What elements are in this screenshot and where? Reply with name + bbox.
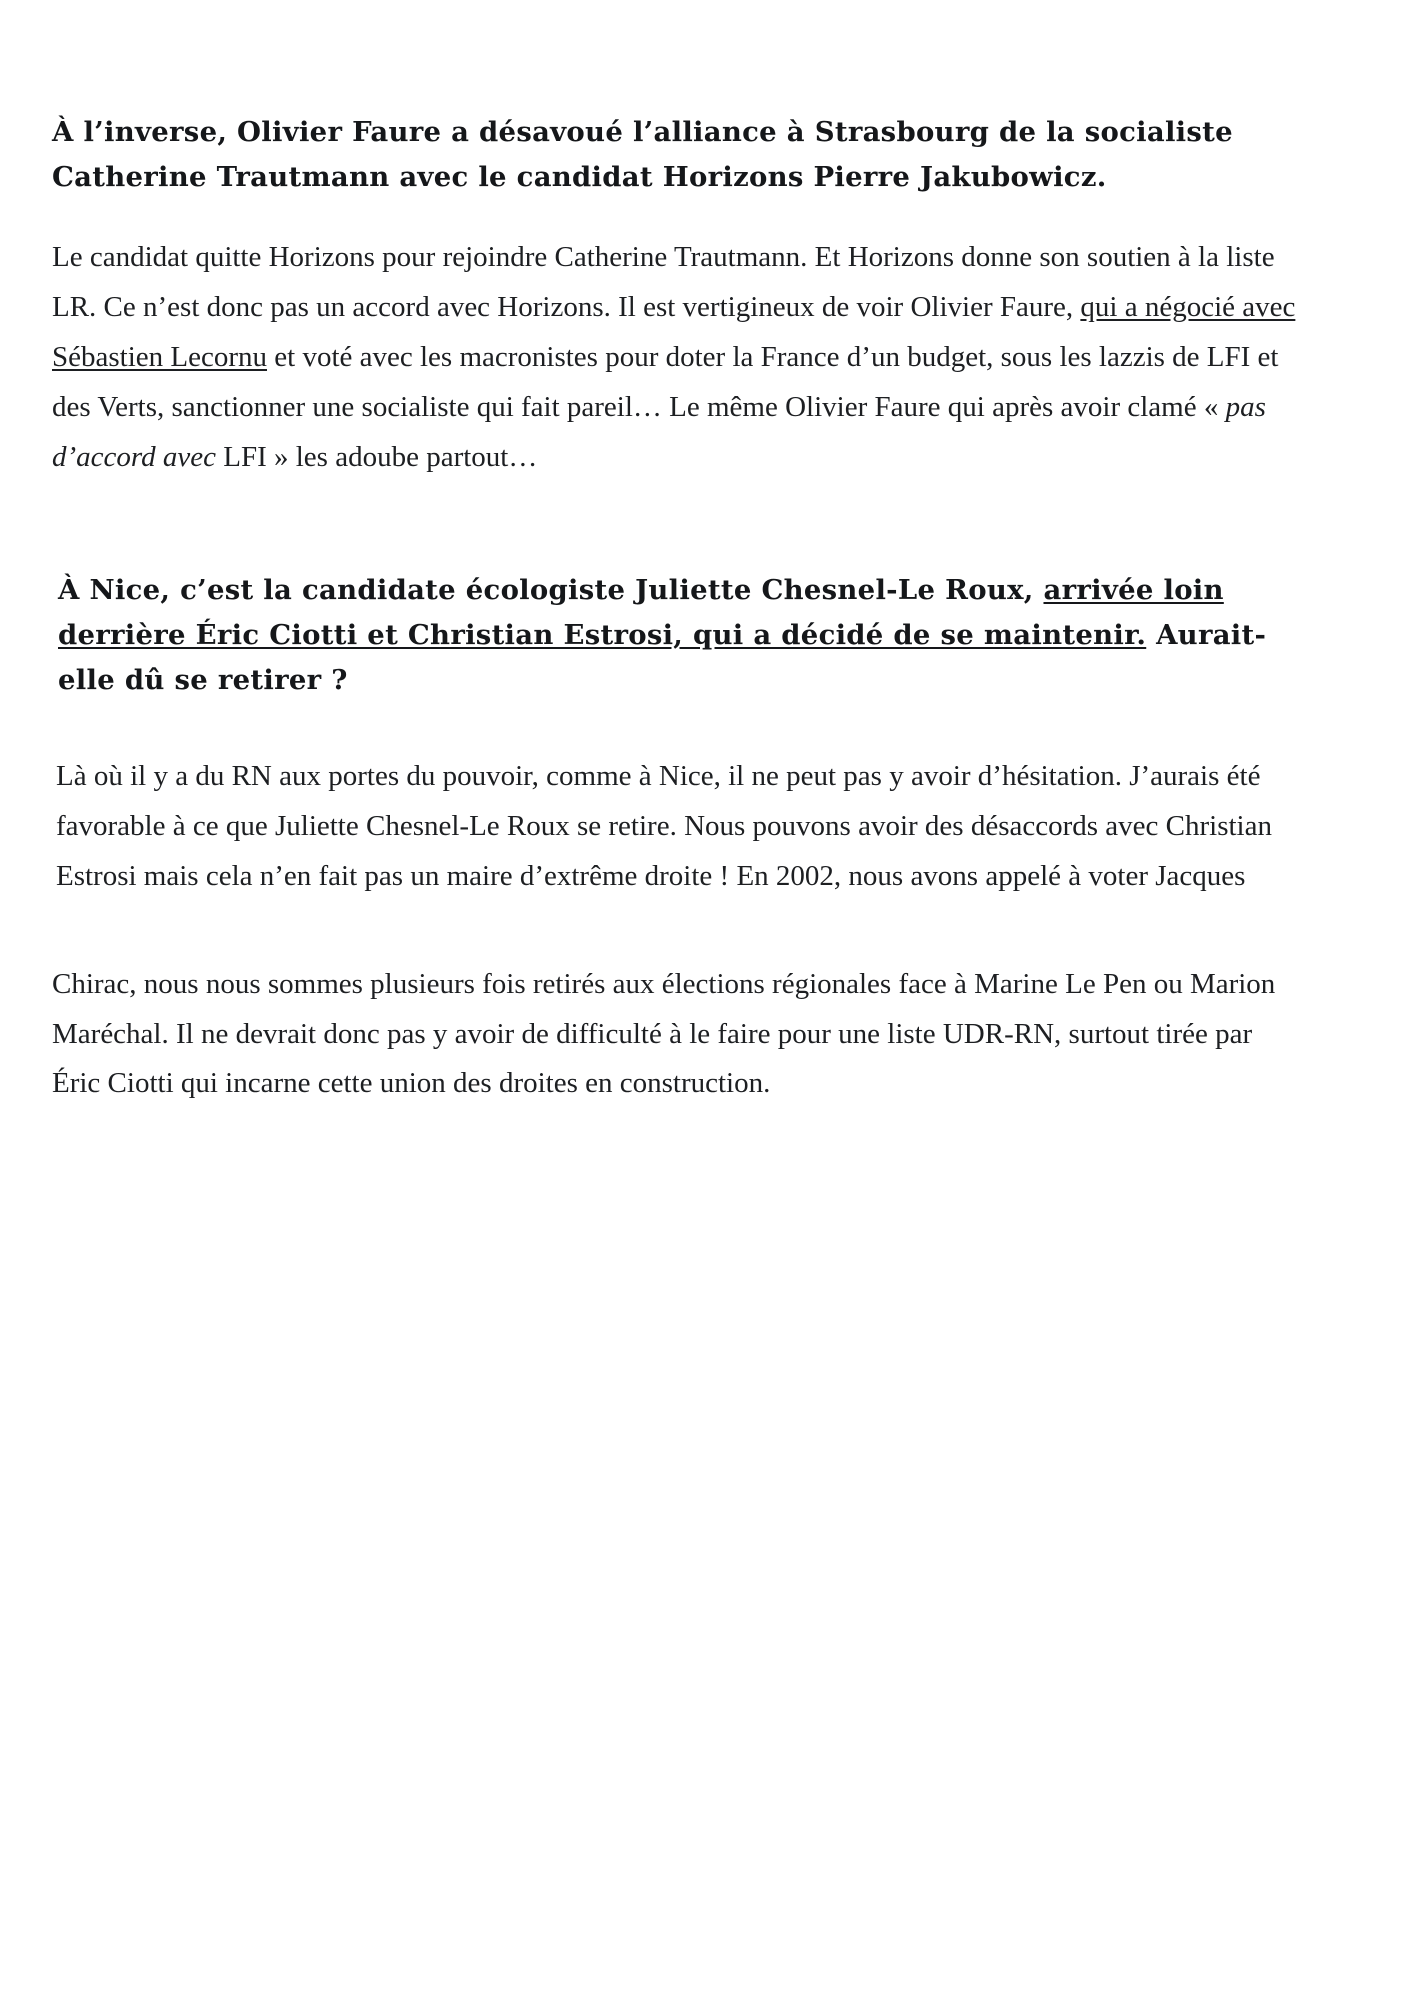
question-1-text: À l’inverse, Olivier Faure a désavoué l’alliance à Strasbourg de la socialiste Catherine Trautmann avec le candidat Horizons Pierre Jakubowicz. — [52, 116, 1233, 193]
interview-question-2 — [52, 568, 1299, 702]
answer-1-segment-3: et voté avec les macronistes pour doter la France d’un budget, sous les lazzis de LFI et des Verts, sanctionner une socialiste qui fait pareil… Le même Olivier Faure qui après avoir clamé « — [52, 340, 1279, 423]
article-body — [52, 110, 1299, 1109]
interview-answer-1 — [52, 233, 1299, 482]
answer-1-segment-1: Le candidat quitte Horizons pour rejoindre Catherine Trautmann. Et Horizons donne son soutien à la liste LR. Ce n’est donc pas un accord avec Horizons. Il est vertigineux de voir Olivier Faure, — [52, 241, 1275, 323]
answer-1-italic-quote: pas d’accord avec — [52, 390, 1266, 473]
answer-1-underlined-link[interactable]: qui a négocié avec Sébastien Lecornu — [52, 290, 1296, 373]
question-2-segment-3: Aurait-elle dû se retirer ? — [58, 619, 1267, 696]
answer-2-text: Là où il y a du RN aux portes du pouvoir, comme à Nice, il ne peut pas y avoir d’hésitation. J’aurais été favorable à ce que Juliette Chesnel-Le Roux se retire. Nous pouvons avoir des désaccords avec Christian Estrosi mais cela n’en fait pas un maire d’extrême droite ! En 2002, nous avons appelé à voter Jacques — [56, 760, 1272, 892]
interview-answer-2 — [52, 752, 1299, 902]
interview-answer-3 — [52, 960, 1299, 1110]
interview-question-1 — [52, 110, 1299, 199]
answer-3-text: Chirac, nous nous sommes plusieurs fois retirés aux élections régionales face à Marine Le Pen ou Marion Maréchal. Il ne devrait donc pas y avoir de difficulté à le faire pour une liste UDR-RN, surtout tirée par Éric Ciotti qui incarne cette union des droites en construction. — [52, 967, 1276, 1100]
question-2-segment-1: À Nice, c’est la candidate écologiste Juliette Chesnel-Le Roux, — [58, 574, 1044, 607]
answer-1-segment-5: LFI » les adoube partout… — [215, 440, 538, 473]
question-2-underlined-link[interactable]: arrivée loin derrière Éric Ciotti et Christian Estrosi, qui a décidé de se maintenir. — [58, 574, 1224, 652]
